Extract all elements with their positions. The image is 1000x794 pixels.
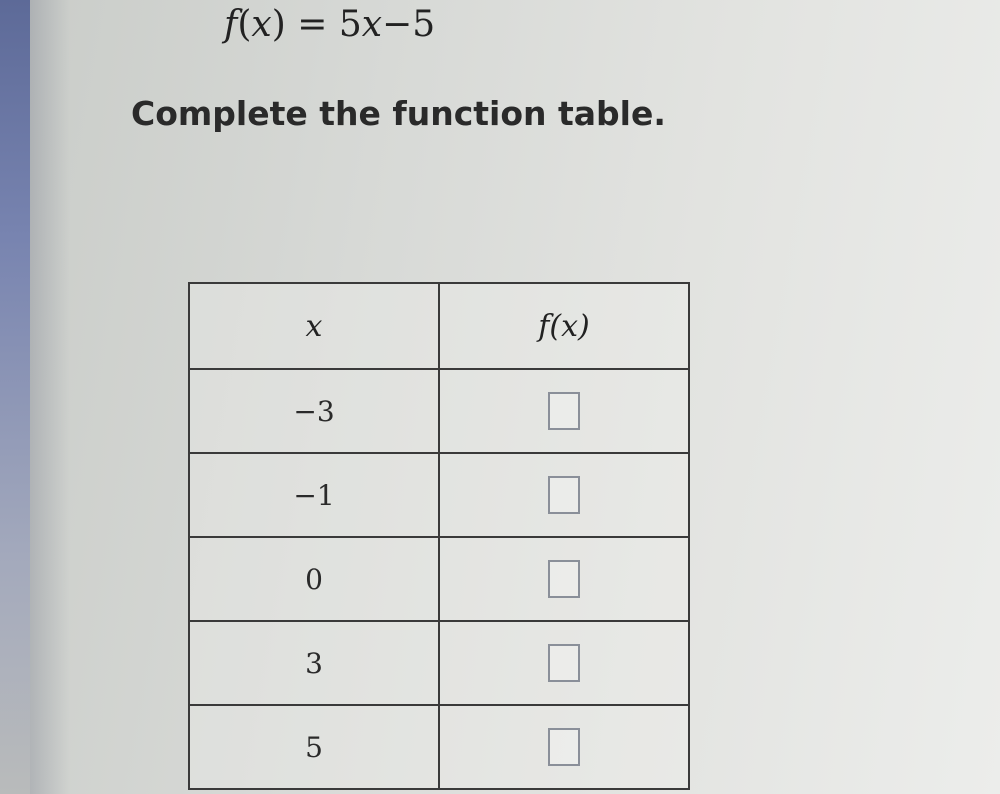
table-row [189,369,689,453]
equation-coefficient: 5 [338,4,362,45]
answer-input[interactable] [548,476,580,514]
x-value-cell: −1 [189,453,439,537]
bezel-shadow [30,0,70,794]
header-fx: f(x) [439,283,689,369]
answer-input[interactable] [548,392,580,430]
equation-variable: x [251,4,272,45]
fx-cell [439,705,689,789]
table-header-row [189,283,689,369]
x-value-cell: 3 [189,621,439,705]
fx-cell [439,453,689,537]
equation-close-paren: ) [271,4,286,45]
table-row [189,705,689,789]
x-value-cell: −3 [189,369,439,453]
instruction-text: Complete the function table. [131,94,666,133]
header-x: x [189,283,439,369]
fx-cell [439,369,689,453]
answer-input[interactable] [548,644,580,682]
fx-cell [439,621,689,705]
equation-rhs-variable: x [361,4,383,45]
screen-bezel [0,0,30,794]
table-row [189,453,689,537]
equation-equals: = [297,4,328,45]
function-equation [224,0,435,50]
function-table [188,282,690,790]
equation-operator: − [382,4,413,45]
x-value-cell: 5 [189,705,439,789]
equation-constant: 5 [412,4,436,45]
fx-cell [439,537,689,621]
equation-function-name: f [224,4,238,45]
equation-open-paren: ( [237,4,252,45]
x-value-cell: 0 [189,537,439,621]
answer-input[interactable] [548,560,580,598]
table-row [189,537,689,621]
answer-input[interactable] [548,728,580,766]
table-row [189,621,689,705]
